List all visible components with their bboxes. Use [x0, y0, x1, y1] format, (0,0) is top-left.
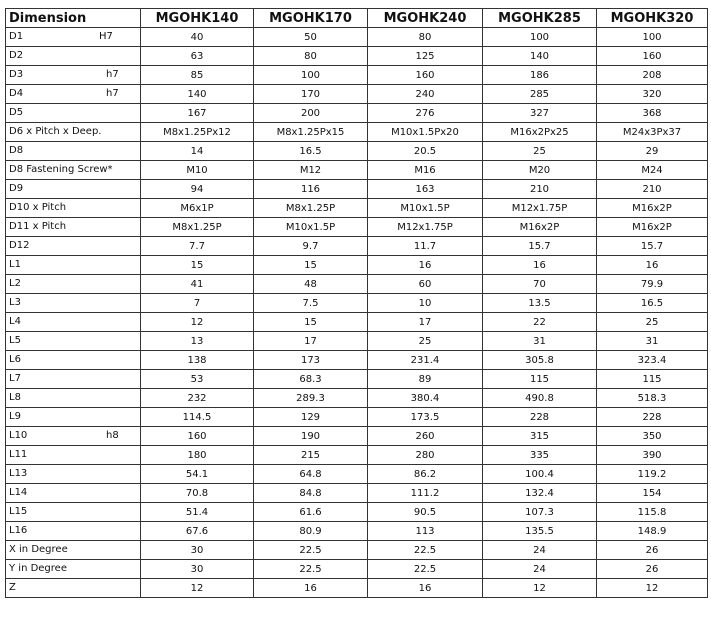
dimension-label-wrap [9, 199, 140, 217]
value-cell: 48 [254, 275, 368, 294]
table-row [6, 180, 708, 199]
value-cell: 12 [597, 579, 708, 598]
dimension-name: L3 [9, 297, 21, 308]
value-cell: 31 [597, 332, 708, 351]
table-row [6, 503, 708, 522]
value-cell: 22.5 [254, 541, 368, 560]
dimension-label-wrap [9, 161, 140, 179]
dimension-label-wrap [9, 28, 140, 46]
value-cell: 41 [141, 275, 254, 294]
value-cell: M16x2P [597, 199, 708, 218]
dimension-label-cell [6, 332, 141, 351]
dimension-name: D12 [9, 240, 30, 251]
value-cell: 368 [597, 104, 708, 123]
dimension-label-cell [6, 351, 141, 370]
value-cell: 285 [483, 85, 597, 104]
value-cell: 7.7 [141, 237, 254, 256]
value-cell: 50 [254, 28, 368, 47]
value-cell: M10x1.5P [368, 199, 483, 218]
value-cell: 390 [597, 446, 708, 465]
value-cell: 16 [597, 256, 708, 275]
value-cell: 228 [483, 408, 597, 427]
dimension-name: L11 [9, 449, 28, 460]
value-cell: 114.5 [141, 408, 254, 427]
value-cell: M10 [141, 161, 254, 180]
value-cell: M10x1.5Px20 [368, 123, 483, 142]
value-cell: 94 [141, 180, 254, 199]
value-cell: M16x2P [483, 218, 597, 237]
value-cell: 15.7 [483, 237, 597, 256]
dimension-name: L5 [9, 335, 21, 346]
dimension-label-wrap [9, 313, 140, 331]
value-cell: 280 [368, 446, 483, 465]
value-cell: 113 [368, 522, 483, 541]
value-cell: 14 [141, 142, 254, 161]
dimension-label-wrap [9, 427, 140, 445]
value-cell: 240 [368, 85, 483, 104]
dimension-label-wrap [9, 446, 140, 464]
dimension-name: L7 [9, 373, 21, 384]
table-row [6, 237, 708, 256]
value-cell: 208 [597, 66, 708, 85]
table-row [6, 161, 708, 180]
table-row [6, 332, 708, 351]
tolerance-grade: h7 [106, 88, 119, 99]
dimension-label-wrap [9, 180, 140, 198]
value-cell: M20 [483, 161, 597, 180]
tolerance-grade: h8 [106, 430, 119, 441]
value-cell: 160 [597, 47, 708, 66]
value-cell: 140 [483, 47, 597, 66]
value-cell: 518.3 [597, 389, 708, 408]
value-cell: 40 [141, 28, 254, 47]
value-cell: 16.5 [254, 142, 368, 161]
value-cell: 67.6 [141, 522, 254, 541]
tolerance-grade: H7 [99, 31, 113, 42]
dimension-label-cell [6, 389, 141, 408]
table-row [6, 313, 708, 332]
value-cell: 79.9 [597, 275, 708, 294]
dimension-label-cell [6, 408, 141, 427]
model-header: MGOHK285 [483, 9, 597, 28]
value-cell: 260 [368, 427, 483, 446]
value-cell: 25 [483, 142, 597, 161]
dimension-label-cell [6, 465, 141, 484]
value-cell: 89 [368, 370, 483, 389]
value-cell: 17 [254, 332, 368, 351]
dimension-label-cell [6, 427, 141, 446]
value-cell: 29 [597, 142, 708, 161]
dimension-name: Y in Degree [9, 563, 67, 574]
value-cell: 20.5 [368, 142, 483, 161]
dimension-name: L15 [9, 506, 28, 517]
dimension-label-cell [6, 237, 141, 256]
model-header: MGOHK170 [254, 9, 368, 28]
table-row [6, 66, 708, 85]
table-row [6, 123, 708, 142]
value-cell: 315 [483, 427, 597, 446]
value-cell: 100.4 [483, 465, 597, 484]
value-cell: 320 [597, 85, 708, 104]
dimension-header: Dimension [6, 9, 141, 28]
value-cell: 380.4 [368, 389, 483, 408]
dimension-label-wrap [9, 503, 140, 521]
table-row [6, 199, 708, 218]
value-cell: 210 [483, 180, 597, 199]
value-cell: 186 [483, 66, 597, 85]
value-cell: 84.8 [254, 484, 368, 503]
value-cell: 335 [483, 446, 597, 465]
value-cell: 16 [483, 256, 597, 275]
dimension-label-cell [6, 104, 141, 123]
value-cell: 170 [254, 85, 368, 104]
value-cell: M24 [597, 161, 708, 180]
table-row [6, 370, 708, 389]
dimension-label-cell [6, 28, 141, 47]
dimension-label-wrap [9, 85, 140, 103]
dimension-label-cell [6, 579, 141, 598]
dimension-label-wrap [9, 560, 140, 578]
dimension-name: L1 [9, 259, 21, 270]
value-cell: 129 [254, 408, 368, 427]
table-row [6, 389, 708, 408]
dimension-label-wrap [9, 47, 140, 65]
value-cell: M16x2P [597, 218, 708, 237]
value-cell: 490.8 [483, 389, 597, 408]
dimension-label-cell [6, 541, 141, 560]
value-cell: 26 [597, 541, 708, 560]
dimension-label-wrap [9, 484, 140, 502]
value-cell: 16.5 [597, 294, 708, 313]
table-row [6, 104, 708, 123]
value-cell: 53 [141, 370, 254, 389]
value-cell: 100 [254, 66, 368, 85]
value-cell: 190 [254, 427, 368, 446]
dimension-label-cell [6, 161, 141, 180]
dimension-label-cell [6, 256, 141, 275]
dimension-label-wrap [9, 275, 140, 293]
table-row [6, 484, 708, 503]
dimension-label-wrap [9, 370, 140, 388]
value-cell: 125 [368, 47, 483, 66]
dimension-label-wrap [9, 332, 140, 350]
value-cell: 22.5 [368, 560, 483, 579]
value-cell: 7.5 [254, 294, 368, 313]
dimension-name: L8 [9, 392, 21, 403]
dimension-name: D1 [9, 31, 24, 42]
value-cell: 200 [254, 104, 368, 123]
dimension-label-cell [6, 370, 141, 389]
dimension-name: D2 [9, 50, 24, 61]
value-cell: 232 [141, 389, 254, 408]
value-cell: 154 [597, 484, 708, 503]
value-cell: 350 [597, 427, 708, 446]
value-cell: M12x1.75P [368, 218, 483, 237]
value-cell: 12 [141, 579, 254, 598]
value-cell: 148.9 [597, 522, 708, 541]
dimension-name: L4 [9, 316, 21, 327]
value-cell: 86.2 [368, 465, 483, 484]
value-cell: 305.8 [483, 351, 597, 370]
dimension-label-wrap [9, 142, 140, 160]
value-cell: 173 [254, 351, 368, 370]
value-cell: M24x3Px37 [597, 123, 708, 142]
dimension-label-wrap [9, 579, 140, 597]
table-row [6, 560, 708, 579]
model-header: MGOHK140 [141, 9, 254, 28]
table-row [6, 256, 708, 275]
value-cell: 51.4 [141, 503, 254, 522]
dimension-name: Z [9, 582, 16, 593]
dimension-name: D6 x Pitch x Deep. [9, 126, 102, 137]
value-cell: 25 [368, 332, 483, 351]
dimension-label-wrap [9, 389, 140, 407]
dimension-label-wrap [9, 351, 140, 369]
value-cell: 323.4 [597, 351, 708, 370]
value-cell: 228 [597, 408, 708, 427]
value-cell: 160 [141, 427, 254, 446]
dimension-name: L16 [9, 525, 28, 536]
dimension-label-wrap [9, 218, 140, 236]
value-cell: 70.8 [141, 484, 254, 503]
value-cell: 30 [141, 541, 254, 560]
table-row [6, 85, 708, 104]
value-cell: 13 [141, 332, 254, 351]
model-header: MGOHK320 [597, 9, 708, 28]
value-cell: 100 [483, 28, 597, 47]
value-cell: M8x1.25Px12 [141, 123, 254, 142]
dimension-label-wrap [9, 522, 140, 540]
value-cell: 231.4 [368, 351, 483, 370]
dimension-label-cell [6, 66, 141, 85]
dimension-label-cell [6, 47, 141, 66]
dimension-name: D8 [9, 145, 24, 156]
value-cell: M16x2Px25 [483, 123, 597, 142]
dimension-label-wrap [9, 66, 140, 84]
dimension-label-wrap [9, 294, 140, 312]
value-cell: 15 [141, 256, 254, 275]
dimension-name: D10 x Pitch [9, 202, 67, 213]
value-cell: 140 [141, 85, 254, 104]
value-cell: 26 [597, 560, 708, 579]
value-cell: 85 [141, 66, 254, 85]
value-cell: 115 [597, 370, 708, 389]
dimension-label-cell [6, 218, 141, 237]
value-cell: 54.1 [141, 465, 254, 484]
dimension-label-wrap [9, 104, 140, 122]
dimension-label-cell [6, 560, 141, 579]
dimension-name: L14 [9, 487, 28, 498]
dimension-table [5, 8, 708, 598]
value-cell: 63 [141, 47, 254, 66]
tolerance-grade: h7 [106, 69, 119, 80]
dimension-label-cell [6, 123, 141, 142]
value-cell: M10x1.5P [254, 218, 368, 237]
value-cell: 289.3 [254, 389, 368, 408]
dimension-label-cell [6, 503, 141, 522]
table-row [6, 47, 708, 66]
value-cell: 327 [483, 104, 597, 123]
table-row [6, 446, 708, 465]
dimension-label-cell [6, 142, 141, 161]
value-cell: 31 [483, 332, 597, 351]
table-row [6, 541, 708, 560]
dimension-name: D5 [9, 107, 24, 118]
dimension-name: L9 [9, 411, 21, 422]
dimension-label-wrap [9, 465, 140, 483]
value-cell: 17 [368, 313, 483, 332]
dimension-name: D3 [9, 69, 24, 80]
dimension-name: L2 [9, 278, 21, 289]
table-row [6, 408, 708, 427]
value-cell: M8x1.25Px15 [254, 123, 368, 142]
value-cell: 22 [483, 313, 597, 332]
value-cell: 107.3 [483, 503, 597, 522]
dimension-name: D11 x Pitch [9, 221, 67, 232]
value-cell: M12x1.75P [483, 199, 597, 218]
value-cell: 16 [368, 579, 483, 598]
value-cell: 173.5 [368, 408, 483, 427]
table-row [6, 218, 708, 237]
value-cell: 24 [483, 560, 597, 579]
table-row [6, 522, 708, 541]
value-cell: 135.5 [483, 522, 597, 541]
dimension-label-cell [6, 180, 141, 199]
value-cell: 30 [141, 560, 254, 579]
table-row [6, 579, 708, 598]
dimension-label-cell [6, 522, 141, 541]
value-cell: 25 [597, 313, 708, 332]
value-cell: 9.7 [254, 237, 368, 256]
value-cell: 22.5 [368, 541, 483, 560]
value-cell: 16 [254, 579, 368, 598]
value-cell: 90.5 [368, 503, 483, 522]
value-cell: 210 [597, 180, 708, 199]
dimension-label-cell [6, 199, 141, 218]
dimension-label-cell [6, 85, 141, 104]
value-cell: 163 [368, 180, 483, 199]
dimension-label-cell [6, 446, 141, 465]
dimension-name: D9 [9, 183, 24, 194]
value-cell: 111.2 [368, 484, 483, 503]
value-cell: 11.7 [368, 237, 483, 256]
value-cell: M6x1P [141, 199, 254, 218]
value-cell: 132.4 [483, 484, 597, 503]
value-cell: M8x1.25P [141, 218, 254, 237]
dimension-name: L13 [9, 468, 28, 479]
value-cell: M16 [368, 161, 483, 180]
value-cell: 12 [141, 313, 254, 332]
dimension-label-cell [6, 313, 141, 332]
model-header: MGOHK240 [368, 9, 483, 28]
value-cell: 12 [483, 579, 597, 598]
value-cell: 7 [141, 294, 254, 313]
value-cell: 115.8 [597, 503, 708, 522]
value-cell: 24 [483, 541, 597, 560]
value-cell: 115 [483, 370, 597, 389]
dimension-label-cell [6, 484, 141, 503]
value-cell: 13.5 [483, 294, 597, 313]
value-cell: 215 [254, 446, 368, 465]
value-cell: 100 [597, 28, 708, 47]
dimension-label-wrap [9, 123, 140, 141]
dimension-label-wrap [9, 408, 140, 426]
dimension-label-cell [6, 294, 141, 313]
dimension-label-wrap [9, 256, 140, 274]
table-row [6, 427, 708, 446]
value-cell: 160 [368, 66, 483, 85]
dimension-name: D4 [9, 88, 24, 99]
value-cell: 68.3 [254, 370, 368, 389]
value-cell: M8x1.25P [254, 199, 368, 218]
value-cell: 22.5 [254, 560, 368, 579]
value-cell: 80 [368, 28, 483, 47]
dimension-name: X in Degree [9, 544, 68, 555]
value-cell: 138 [141, 351, 254, 370]
value-cell: 80 [254, 47, 368, 66]
value-cell: M12 [254, 161, 368, 180]
value-cell: 119.2 [597, 465, 708, 484]
value-cell: 180 [141, 446, 254, 465]
table-row [6, 28, 708, 47]
value-cell: 61.6 [254, 503, 368, 522]
value-cell: 276 [368, 104, 483, 123]
table-row [6, 142, 708, 161]
value-cell: 15 [254, 256, 368, 275]
dimension-label-wrap [9, 541, 140, 559]
value-cell: 15.7 [597, 237, 708, 256]
table-row [6, 294, 708, 313]
header-row [6, 9, 708, 28]
table-row [6, 465, 708, 484]
table-row [6, 275, 708, 294]
dimension-name: L10 [9, 430, 28, 441]
value-cell: 80.9 [254, 522, 368, 541]
value-cell: 60 [368, 275, 483, 294]
value-cell: 64.8 [254, 465, 368, 484]
value-cell: 16 [368, 256, 483, 275]
value-cell: 167 [141, 104, 254, 123]
value-cell: 10 [368, 294, 483, 313]
dimension-label-cell [6, 275, 141, 294]
value-cell: 116 [254, 180, 368, 199]
dimension-label-wrap [9, 237, 140, 255]
value-cell: 70 [483, 275, 597, 294]
dimension-name: D8 Fastening Screw* [9, 164, 113, 175]
value-cell: 15 [254, 313, 368, 332]
dimension-name: L6 [9, 354, 21, 365]
table-row [6, 351, 708, 370]
